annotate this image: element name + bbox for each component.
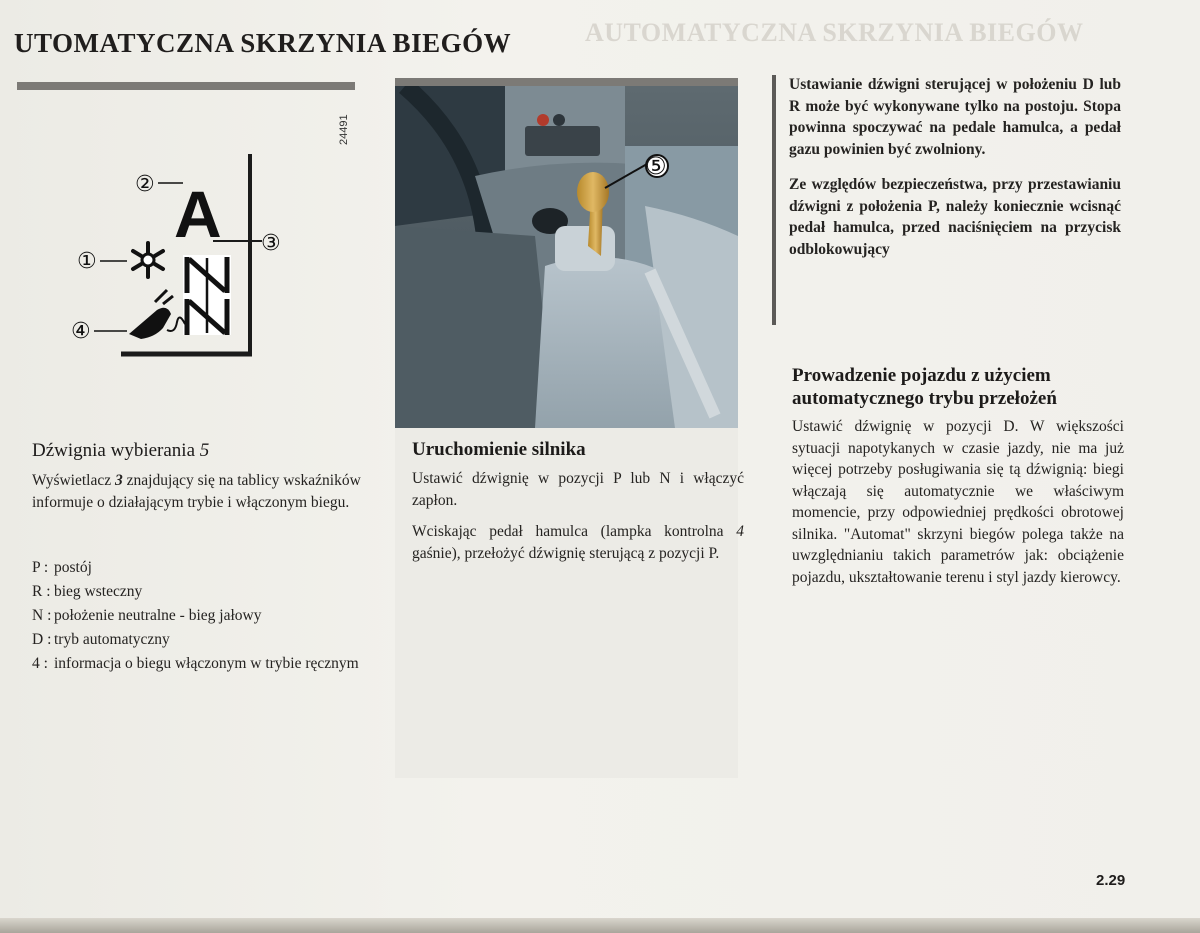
legend-item: P : postój bbox=[32, 559, 92, 576]
column2-top-bar bbox=[395, 78, 738, 86]
lever-heading-text: Dźwignia wybierania bbox=[32, 440, 196, 461]
gear-display-diagram bbox=[17, 90, 355, 420]
callout-3: ③ bbox=[261, 231, 281, 256]
legend-item: 4 : informacja o biegu włączonym w trybie ręcznym bbox=[32, 655, 359, 672]
auto-mode-heading: Prowadzenie pojazdu z użyciem automatycznego trybu przełożeń bbox=[792, 365, 1057, 409]
column1-top-bar bbox=[17, 82, 355, 90]
safety-p2: Ze względów bezpieczeństwa, przy przestawianiu dźwigni z położenia P, należy koniecznie wcisnąć pedał hamulca, przed naciśnięciem na przycisk odblokowujący bbox=[789, 176, 1121, 258]
legend-item: D : tryb automatyczny bbox=[32, 631, 170, 648]
foot-on-brake-icon bbox=[129, 290, 185, 339]
photo-callout-5: ⑤ bbox=[645, 152, 667, 180]
intro-part-a: Wyświetlacz bbox=[32, 472, 112, 489]
gear-segment-display bbox=[183, 255, 231, 335]
lamp-number: 4 bbox=[736, 523, 744, 540]
intro-number: 3 bbox=[115, 472, 123, 489]
safety-p1: Ustawianie dźwigni sterującej w położeniu D lub R może być wykonywane tylko na postoju. Stopa powinna spoczywać na pedale hamulca, a pedał gazu powinien być zwolniony. bbox=[789, 76, 1121, 158]
callout-1: ① bbox=[77, 249, 97, 274]
page-title: UTOMATYCZNA SKRZYNIA BIEGÓW bbox=[14, 28, 512, 58]
engine-start-heading: Uruchomienie silnika bbox=[412, 439, 586, 460]
engine-start-text bbox=[412, 468, 744, 574]
bleed-through-title: AUTOMATYCZNA SKRZYNIA BIEGÓW bbox=[585, 18, 1084, 47]
lever-section-heading bbox=[32, 440, 209, 462]
engine-start-p1: Ustawić dźwignię w pozycji P lub N i włączyć zapłon. bbox=[412, 470, 744, 509]
legend-item: N : położenie neutralne - bieg jałowy bbox=[32, 607, 262, 624]
callout-2: ② bbox=[135, 172, 155, 197]
automatic-mode-letter: A bbox=[174, 177, 222, 251]
engine-start-p2: Wciskając pedał hamulca (lampka kontrolna 4 gaśnie), przełożyć dźwignię sterującą z pozycji P. bbox=[412, 523, 744, 562]
auto-mode-text: Ustawić dźwignię w pozycji D. W większości sytuacji napotykanych w czasie jazdy, nie ma już więcej potrzeby posługiwania się tą dźwignią: biegi włączają się automatycznie we właściwym momencie, przy odpowiedniej prędkości obrotowej silnika. "Automat" skrzyni biegów polega także na uwzględnianiu takich parametrów jak: obciążenie pojazdu, ukształtowanie terenu i styl jazdy kierowcy. bbox=[792, 418, 1124, 586]
gear-lever-photo bbox=[395, 86, 738, 428]
column3-side-rule bbox=[772, 75, 776, 325]
gear-legend-list bbox=[32, 556, 362, 676]
lever-intro-paragraph bbox=[32, 470, 362, 513]
lever-heading-number: 5 bbox=[199, 440, 210, 461]
snowflake-icon bbox=[133, 243, 163, 277]
intro-part-b: znajdujący się na tablicy wskaźników informuje o działającym trybie i włączonym biegu. bbox=[32, 472, 361, 511]
page-number: 2.29 bbox=[1096, 872, 1126, 889]
legend-item: R : bieg wsteczny bbox=[32, 583, 143, 600]
callout-4: ④ bbox=[71, 319, 91, 344]
figure-ref-code: 24491 bbox=[338, 114, 350, 145]
page-bottom-edge bbox=[0, 918, 1200, 933]
safety-text bbox=[789, 74, 1121, 270]
